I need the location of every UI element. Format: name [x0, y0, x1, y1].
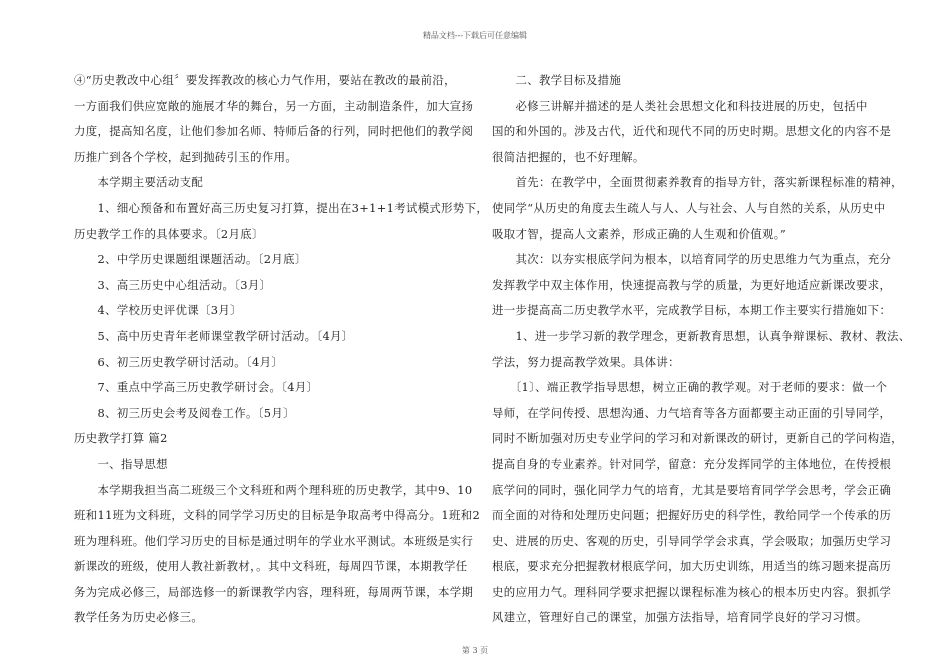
text-line: 力度，提高知名度，让他们参加名师、特师后备的行列，同时把他们的教学阅: [74, 124, 474, 139]
left-column: [74, 68, 489, 631]
text-line: 6、初三历史教学研讨活动。〔4月〕: [74, 354, 284, 369]
text-line: 国的和外国的。涉及古代，近代和现代不同的历史时期。思想文化的内容不是: [492, 124, 892, 139]
text-line: 史的应用力气。理科同学要求把握以课程标准为核心的根本历史内容。狠抓学: [492, 584, 892, 599]
text-line: 导师，在学问传授、思想沟通、力气培育等各方面都要主动正面的引导同学，: [492, 405, 892, 420]
text-line: 史、进展的历史、客观的历史，引导同学学会求真，学会吸取；加强历史学习: [492, 533, 892, 548]
text-line: 务为完成必修三，局部选修一的新课教学内容，理科班，每周两节课，本学期: [74, 584, 474, 599]
text-line: 3、高三历史中心组活动。〔3月〕: [74, 277, 272, 292]
text-line: 2、中学历史课题组课题活动。〔2月底〕: [74, 252, 307, 267]
text-line: 1、细心预备和布置好高三历史复习打算，提出在3+1+1考试模式形势下，: [74, 200, 489, 215]
text-line: 一方面我们供应宽敞的施展才华的舞台，另一方面，主动制造条件，加大宣扬: [74, 98, 474, 113]
text-line: 教学任务为历史必修三。: [74, 610, 204, 625]
text-line: 班为理科班。他们学习历史的目标是通过明年的学业水平测试。本班级是实行: [74, 533, 474, 548]
article-title: 历史教学打算 篇2: [74, 431, 168, 446]
text-line: 学法，努力提高教学效果。具体讲：: [492, 354, 680, 369]
page-number: 第 3 页: [461, 646, 489, 655]
text-line: 8、初三历史会考及阅卷工作。〔5月〕: [74, 405, 295, 420]
text-line: 1、进一步学习新的教学理念，更新教育思想，认真争辩课标、教材、教法、: [492, 328, 911, 343]
text-line: 根底，要求充分把握教材根底学问，加大历史训练，用适当的练习题来提高历: [492, 559, 892, 574]
text-line: 〔1〕、端正教学指导思想，树立正确的教学观。对于老师的要求：做一个: [492, 380, 888, 395]
text-line: 而全面的对待和处理历史问题；把握好历史的科学性，教给同学一个传承的历: [492, 508, 892, 523]
text-line: 其次：以夯实根底学问为根本，以培育同学的历史思维力气为重点，充分: [492, 252, 892, 267]
text-line: 使同学“从历史的角度去生疏人与人、人与社会、人与自然的关系，从历史中: [492, 200, 886, 215]
text-line: 历推广到各个学校，起到抛砖引玉的作用。: [74, 149, 298, 164]
text-line: 很简洁把握的，也不好理解。: [492, 149, 645, 164]
text-line: 进一步提高高二历史教学水平，完成教学目标，本期工作主要实行措施如下：: [492, 303, 892, 318]
section-heading: 本学期主要活动支配: [74, 175, 204, 190]
text-line: 7、重点中学高三历史教学研讨会。〔4月〕: [74, 380, 319, 395]
text-line: 吸取才智，提高人文素养，形成正确的人生观和价值观。”: [492, 226, 786, 241]
text-line: 底学问的同时，强化同学力气的培育，尤其是要培育同学学会思考，学会正确: [492, 482, 892, 497]
text-line: 本学期我担当高二班级三个文科班和两个理科班的历史教学，其中9、10: [74, 482, 473, 497]
text-line: 风建立，管理好自己的课堂，加强方法指导，培育同学良好的学习习惯。: [492, 610, 868, 625]
text-line: 4、学校历史评优课〔3月〕: [74, 303, 242, 318]
text-line: ④“历史教改中心组〞要发挥教改的核心力气作用，要站在教改的最前沿，: [74, 73, 456, 87]
right-column: [492, 68, 911, 631]
section-heading: 二、教学目标及措施: [492, 73, 622, 87]
text-line: 首先：在教学中，全面贯彻素养教育的指导方针，落实新课程标准的精神，: [492, 175, 903, 190]
text-line: 必修三讲解并描述的是人类社会思想文化和科技进展的历史，包括中: [492, 98, 868, 113]
text-line: 历史教学工作的具体要求。〔2月底〕: [74, 226, 264, 241]
page-header: 精品文档---下载后可任意编辑: [422, 31, 528, 40]
text-line: 班和11班为文科班，文科的同学学习历史的目标是争取高考中得高分。1班和2: [74, 508, 481, 523]
text-line: 5、高中历史青年老师课堂教学研讨活动。〔4月〕: [74, 328, 354, 343]
text-line: 同时不断加强对历史专业学问的学习和对新课改的研讨，更新自己的学问构造，: [492, 431, 903, 446]
text-line: 提高自身的专业素养。针对同学，留意：充分发挥同学的主体地位，在传授根: [492, 456, 892, 471]
text-line: 新课改的班级，使用人教社新教材，。其中文科班，每周四节课，本期教学任: [74, 559, 468, 574]
text-line: 发挥教学中双主体作用，快速提高教与学的质量，为更好地适应新课改要求，: [492, 277, 892, 292]
section-heading: 一、指导思想: [74, 456, 168, 471]
